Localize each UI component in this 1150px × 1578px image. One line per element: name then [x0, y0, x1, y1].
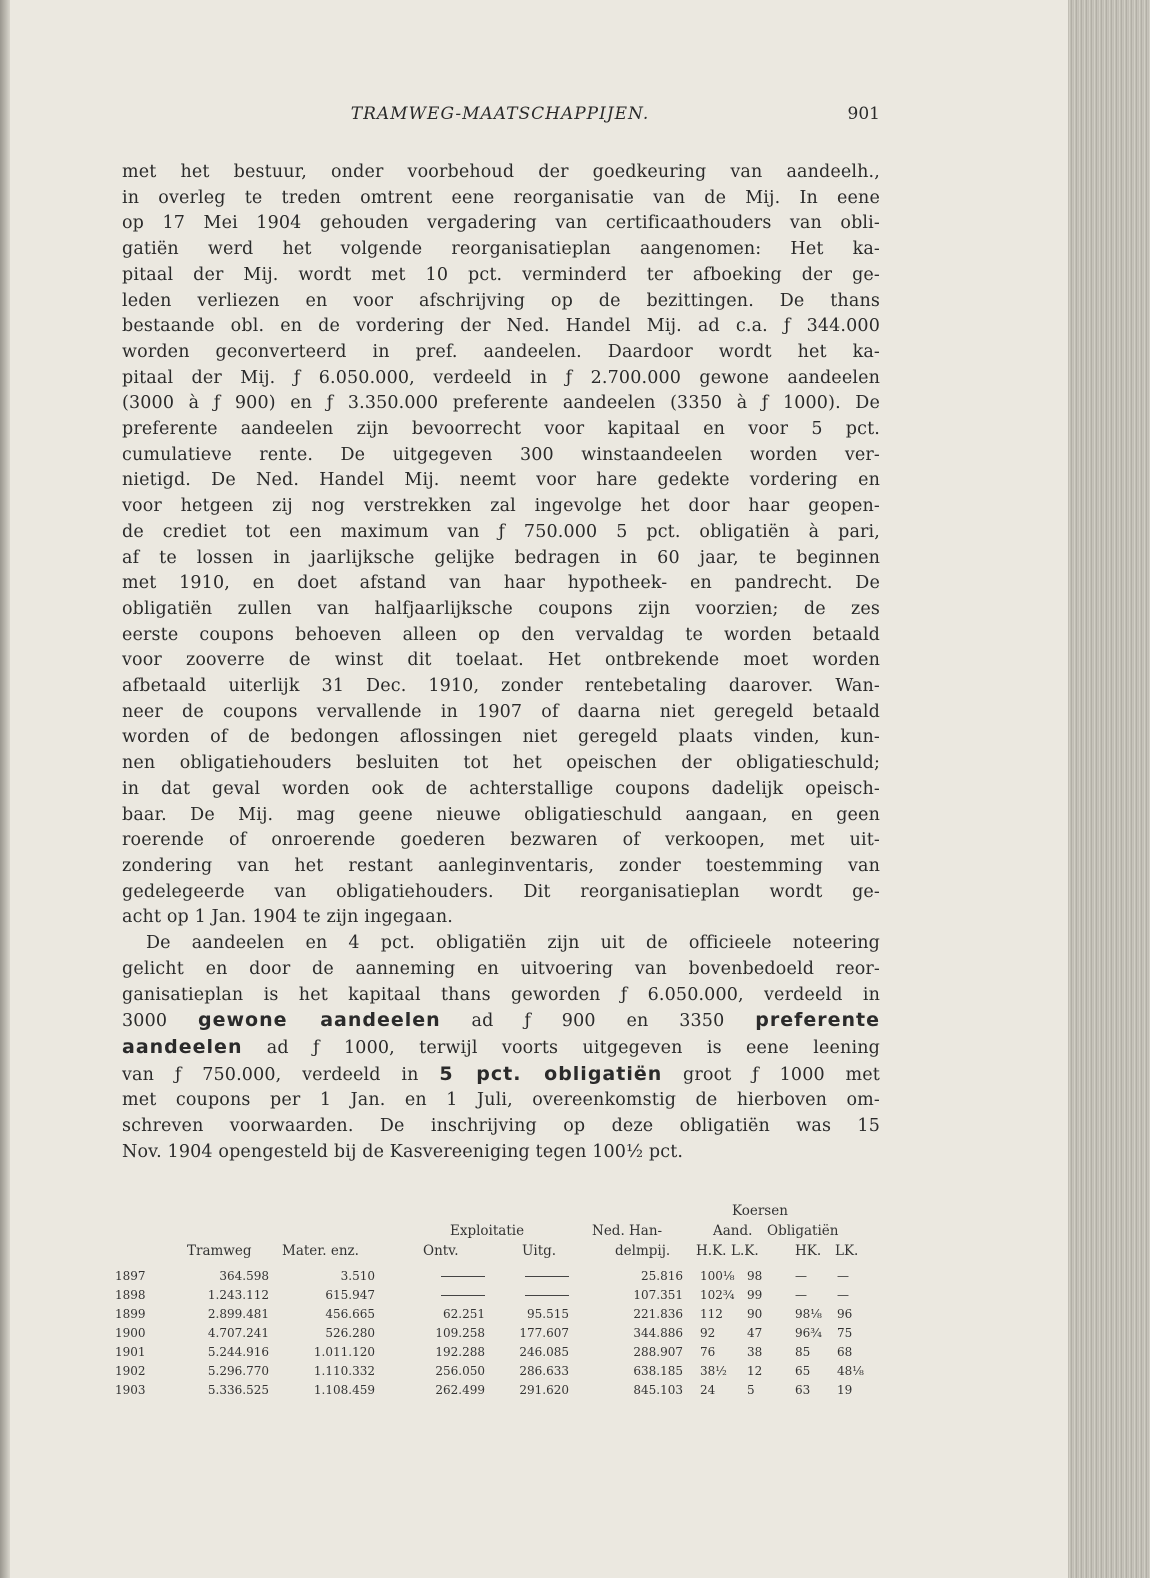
cell-aand-lk: 90 — [747, 1307, 763, 1321]
cell-year: 1902 — [115, 1364, 146, 1378]
header-obl-hk: HK. — [795, 1243, 822, 1259]
cell-tramweg: 2.899.481 — [207, 1307, 269, 1321]
text-run: groot ƒ 1000 met — [683, 1064, 880, 1085]
cell-aand-hk: 100⅛ — [700, 1269, 735, 1283]
cell-obl-lk: 19 — [837, 1383, 853, 1397]
text-run: van ƒ 750.000, verdeeld in — [122, 1064, 419, 1085]
cell-aand-hk: 38½ — [700, 1364, 727, 1378]
cell-ned-handelmij: 845.103 — [633, 1383, 683, 1397]
cell-ontv: 109.258 — [435, 1326, 485, 1340]
text-line: in overleg te treden omtrent eene reorganisatie van de Mij. In eene — [122, 187, 880, 208]
book-spine-shadow — [0, 0, 10, 1578]
text-line: worden geconverteerd in pref. aandeelen. Daardoor wordt het ka- — [122, 341, 880, 362]
bold-obligatien: 5 pct. obligatiën — [439, 1062, 663, 1085]
cell-obl-lk: 75 — [837, 1326, 853, 1340]
text-line: in dat geval worden ook de achterstallige coupons dadelijk opeisch- — [122, 778, 880, 799]
header-mater: Mater. enz. — [282, 1243, 359, 1259]
cell-aand-lk: 99 — [747, 1288, 763, 1302]
cell-year: 1898 — [115, 1288, 146, 1302]
cell-aand-lk: 98 — [747, 1269, 763, 1283]
table-row — [115, 1267, 885, 1286]
cell-obl-lk: — — [837, 1288, 849, 1302]
paragraph-reorganisation — [122, 160, 880, 931]
cell-obl-hk: 96¾ — [795, 1326, 822, 1340]
cell-aand-lk: 47 — [747, 1326, 763, 1340]
cell-mater: 3.510 — [340, 1269, 375, 1283]
page-number: 901 — [847, 104, 880, 124]
cell-ned-handelmij: 638.185 — [633, 1364, 683, 1378]
text-line — [122, 1035, 880, 1062]
header-delmpij: delmpij. — [615, 1243, 671, 1259]
text-line: neer de coupons vervallende in 1907 of daarna niet geregeld betaald — [122, 701, 880, 722]
cell-tramweg: 5.296.770 — [207, 1364, 269, 1378]
table-body — [115, 1267, 885, 1400]
text-line: pitaal der Mij. wordt met 10 pct. verminderd ter afboeking der ge- — [122, 264, 880, 285]
empty-dash — [525, 1276, 569, 1277]
text-line: baar. De Mij. mag geene nieuwe obligatieschuld aangaan, en geen — [122, 804, 880, 825]
page-header — [120, 104, 880, 130]
header-obl-lk: LK. — [835, 1243, 859, 1259]
cell-aand-hk: 112 — [700, 1307, 723, 1321]
cell-year: 1899 — [115, 1307, 146, 1321]
text-line: zondering van het restant aanleginventaris, zonder toestemming van — [122, 855, 880, 876]
text-run: ad ƒ 900 en 3350 — [471, 1011, 725, 1032]
cell-uitg: 286.633 — [519, 1364, 569, 1378]
text-line: worden of de bedongen aflossingen niet geregeld plaats vinden, kun- — [122, 727, 880, 748]
cell-mater: 1.110.332 — [313, 1364, 375, 1378]
header-ontv: Ontv. — [423, 1243, 459, 1259]
text-line: afbetaald uiterlijk 31 Dec. 1910, zonder rentebetaling daarover. Wan- — [122, 676, 880, 697]
cell-ned-handelmij: 221.836 — [633, 1307, 683, 1321]
text-line: gelicht en door de aanneming en uitvoering van bovenbedoeld reor- — [122, 958, 880, 979]
text-line: pitaal der Mij. ƒ 6.050.000, verdeeld in ƒ 2.700.000 gewone aandeelen — [122, 367, 880, 388]
cell-aand-hk: 76 — [700, 1345, 716, 1359]
cell-uitg — [497, 1267, 569, 1286]
header-exploitatie: Exploitatie — [450, 1223, 525, 1239]
cell-obl-hk: 65 — [795, 1364, 811, 1378]
header-obligatien: Obligatiën — [767, 1223, 839, 1239]
header-ned-han: Ned. Han- — [592, 1223, 663, 1239]
header-aand: Aand. — [713, 1223, 753, 1239]
cell-ontv: 256.050 — [435, 1364, 485, 1378]
cell-ontv: 192.288 — [435, 1345, 485, 1359]
cell-obl-hk: 63 — [795, 1383, 811, 1397]
cell-aand-hk: 24 — [700, 1383, 716, 1397]
text-line: Nov. 1904 opengesteld bij de Kasvereeniging tegen 100½ pct. — [122, 1141, 684, 1162]
cell-obl-lk: 68 — [837, 1345, 853, 1359]
text-line: bestaande obl. en de vordering der Ned. Handel Mij. ad c.a. ƒ 344.000 — [122, 316, 880, 337]
cell-obl-hk: 85 — [795, 1345, 811, 1359]
text-line: met coupons per 1 Jan. en 1 Juli, overeenkomstig de hierboven om- — [122, 1090, 880, 1111]
text-line: af te lossen in jaarlijksche gelijke bedragen in 60 jaar, te beginnen — [122, 547, 880, 568]
bold-preferente: preferente — [755, 1009, 880, 1032]
cell-obl-lk: 48⅛ — [837, 1364, 864, 1378]
cell-mater: 1.108.459 — [313, 1383, 375, 1397]
table-row — [115, 1324, 885, 1343]
cell-uitg: 177.607 — [519, 1326, 569, 1340]
page-edges — [1068, 0, 1150, 1578]
cell-mater: 615.947 — [325, 1288, 375, 1302]
text-line — [122, 1008, 880, 1035]
bold-gewone-aandeelen: gewone aandeelen — [197, 1009, 441, 1032]
cell-mater: 1.011.120 — [313, 1345, 375, 1359]
empty-dash — [525, 1295, 569, 1296]
cell-obl-lk: — — [837, 1269, 849, 1283]
text-line: gatiën werd het volgende reorganisatieplan aangenomen: Het ka- — [122, 239, 880, 260]
paragraph-capital — [122, 931, 880, 1165]
empty-dash — [441, 1295, 485, 1296]
cell-ned-handelmij: 107.351 — [633, 1288, 683, 1302]
cell-aand-lk: 38 — [747, 1345, 763, 1359]
cell-year: 1901 — [115, 1345, 146, 1359]
text-line: met het bestuur, onder voorbehoud der goedkeuring van aandeelh., — [122, 162, 880, 182]
cell-mater: 526.280 — [325, 1326, 375, 1340]
text-line: voor zooverre de winst dit toelaat. Het ontbrekende moet worden — [122, 650, 880, 671]
text-line: ganisatieplan is het kapitaal thans geworden ƒ 6.050.000, verdeeld in — [122, 984, 880, 1005]
text-line: nietigd. De Ned. Handel Mij. neemt voor hare gedekte vordering en — [122, 470, 880, 491]
text-line: leden verliezen en voor afschrijving op de bezittingen. De thans — [122, 290, 880, 311]
text-line: acht op 1 Jan. 1904 te zijn ingegaan. — [122, 907, 453, 928]
header-aand-hk: H.K. — [696, 1243, 727, 1259]
header-tramweg: Tramweg — [187, 1243, 252, 1259]
statistics-table — [115, 1203, 885, 1400]
header-koersen: Koersen — [732, 1203, 788, 1219]
text-line: (3000 à ƒ 900) en ƒ 3.350.000 preferente aandeelen (3350 à ƒ 1000). De — [122, 393, 880, 414]
empty-dash — [441, 1276, 485, 1277]
table-row — [115, 1286, 885, 1305]
cell-uitg: 246.085 — [519, 1345, 569, 1359]
text-line: De aandeelen en 4 pct. obligatiën zijn uit de officieele noteering — [146, 933, 880, 954]
cell-aand-hk: 102¾ — [700, 1288, 735, 1302]
cell-year: 1897 — [115, 1269, 146, 1283]
cell-ontv — [395, 1286, 485, 1305]
text-line: op 17 Mei 1904 gehouden vergadering van certificaathouders van obli- — [122, 213, 880, 234]
cell-tramweg: 364.598 — [219, 1269, 269, 1283]
table-header — [115, 1203, 885, 1267]
text-line: nen obligatiehouders besluiten tot het opeischen der obligatieschuld; — [122, 753, 880, 774]
cell-ontv: 262.499 — [435, 1383, 485, 1397]
cell-tramweg: 5.244.916 — [207, 1345, 269, 1359]
text-line: cumulatieve rente. De uitgegeven 300 winstaandeelen worden ver- — [122, 444, 880, 465]
text-run: ad ƒ 1000, terwijl voorts uitgegeven is eene leening — [266, 1037, 880, 1058]
cell-mater: 456.665 — [325, 1307, 375, 1321]
cell-aand-hk: 92 — [700, 1326, 716, 1340]
table-row — [115, 1362, 885, 1381]
table-row — [115, 1305, 885, 1324]
cell-uitg: 95.515 — [527, 1307, 569, 1321]
text-run: 3000 — [122, 1011, 168, 1032]
header-uitg: Uitg. — [522, 1243, 557, 1259]
text-line: voor hetgeen zij nog verstrekken zal ingevolge het door haar geopen- — [122, 496, 880, 517]
text-line: de crediet tot een maximum van ƒ 750.000 5 pct. obligatiën à pari, — [122, 521, 880, 542]
text-line: schreven voorwaarden. De inschrijving op deze obligatiën was 15 — [122, 1116, 880, 1137]
bold-aandeelen: aandeelen — [122, 1035, 243, 1058]
table-row — [115, 1381, 885, 1400]
cell-aand-lk: 5 — [747, 1383, 755, 1397]
cell-obl-lk: 96 — [837, 1307, 853, 1321]
cell-year: 1903 — [115, 1383, 146, 1397]
cell-ned-handelmij: 288.907 — [633, 1345, 683, 1359]
cell-uitg — [497, 1286, 569, 1305]
cell-year: 1900 — [115, 1326, 146, 1340]
cell-tramweg: 4.707.241 — [207, 1326, 269, 1340]
cell-obl-hk: — — [795, 1269, 807, 1283]
text-line: gedelegeerde van obligatiehouders. Dit reorganisatieplan wordt ge- — [122, 881, 880, 902]
cell-tramweg: 5.336.525 — [207, 1383, 269, 1397]
text-line: obligatiën zullen van halfjaarlijksche coupons zijn voorzien; de zes — [122, 598, 880, 619]
table-row — [115, 1343, 885, 1362]
cell-ontv — [395, 1267, 485, 1286]
text-line: preferente aandeelen zijn bevoorrecht voor kapitaal en voor 5 pct. — [122, 419, 880, 440]
cell-ned-handelmij: 25.816 — [641, 1269, 683, 1283]
cell-tramweg: 1.243.112 — [207, 1288, 269, 1302]
text-line: roerende of onroerende goederen bezwaren of verkoopen, met uit- — [122, 830, 880, 851]
cell-obl-hk: — — [795, 1288, 807, 1302]
body-text — [122, 160, 880, 1165]
text-line — [122, 1062, 880, 1089]
cell-obl-hk: 98⅛ — [795, 1307, 822, 1321]
text-line: eerste coupons behoeven alleen op den vervaldag te worden betaald — [122, 624, 880, 645]
cell-ontv: 62.251 — [443, 1307, 485, 1321]
cell-ned-handelmij: 344.886 — [633, 1326, 683, 1340]
header-aand-lk: L.K. — [731, 1243, 759, 1259]
cell-uitg: 291.620 — [519, 1383, 569, 1397]
text-line: met 1910, en doet afstand van haar hypotheek- en pandrecht. De — [122, 573, 880, 594]
cell-aand-lk: 12 — [747, 1364, 763, 1378]
running-title: TRAMWEG-MAATSCHAPPIJEN. — [350, 104, 650, 124]
